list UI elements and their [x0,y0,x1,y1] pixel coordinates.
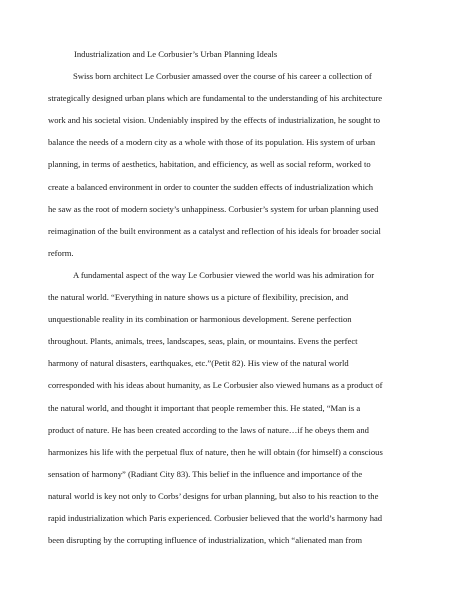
document-title: Industrialization and Le Corbusier’s Urban Planning Ideals [74,49,278,59]
paragraph-line: he saw as the root of modern society’s unhappiness. Corbusier’s system for urban planning used [48,203,379,214]
paragraph-line: A fundamental aspect of the way Le Corbusier viewed the world was his admiration for [73,269,375,280]
paragraph-line: unquestionable reality in its combination or harmonious development. Serene perfection [48,314,352,325]
paragraph-line: the natural world, and thought it important that people remember this. He stated, “Man is a [48,402,361,413]
paragraph-line: product of nature. He has been created according to the laws of nature…if he obeys them and [48,424,369,435]
paragraph-2 [48,264,420,551]
paragraph-line: create a balanced environment in order to counter the sudden effects of industrialization which [48,181,374,192]
paragraph-1 [48,65,420,264]
paragraph-line: reform. [48,247,74,258]
document-body [48,43,420,551]
paragraph-line: natural world is key not only to Corbs’ designs for urban planning, but also to his reaction to the [48,490,379,501]
paragraph-line: work and his societal vision. Undeniably inspired by the effects of industrialization, he sought to [48,115,381,126]
paragraph-line: rapid industrialization which Paris experienced. Corbusier believed that the world’s harmony had [48,512,383,523]
paragraph-line: Swiss born architect Le Corbusier amassed over the course of his career a collection of [73,71,372,82]
paragraph-line: harmonizes his life with the perpetual flux of nature, then he will obtain (for himself) a conscious [48,446,383,457]
paragraph-line: strategically designed urban plans which are fundamental to the understanding of his architecture [48,93,383,104]
paragraph-line: the natural world. “Everything in nature shows us a picture of flexibility, precision, and [48,292,349,303]
paragraph-line: balance the needs of a modern city as a whole with those of its population. His system of urban [48,137,376,148]
paragraph-line: sensation of harmony” (Radiant City 83). This belief in the influence and importance of the [48,468,363,479]
paragraph-line: planning, in terms of aesthetics, habitation, and efficiency, as well as social reform, worked to [48,159,371,170]
paragraph-line: corresponded with his ideas about humanity, as Le Corbusier also viewed humans as a product of [48,380,383,391]
paragraph-line: harmony of natural disasters, earthquakes, etc.”(Petit 82). His view of the natural world [48,358,349,369]
paragraph-line: throughout. Plants, animals, trees, landscapes, seas, plain, or mountains. Evens the perfect [48,336,358,347]
paragraph-line: been disrupting by the corrupting influence of industrialization, which “alienated man from [48,535,363,546]
paragraph-line: reimagination of the built environment as a catalyst and reflection of his ideals for broader social [48,225,381,236]
